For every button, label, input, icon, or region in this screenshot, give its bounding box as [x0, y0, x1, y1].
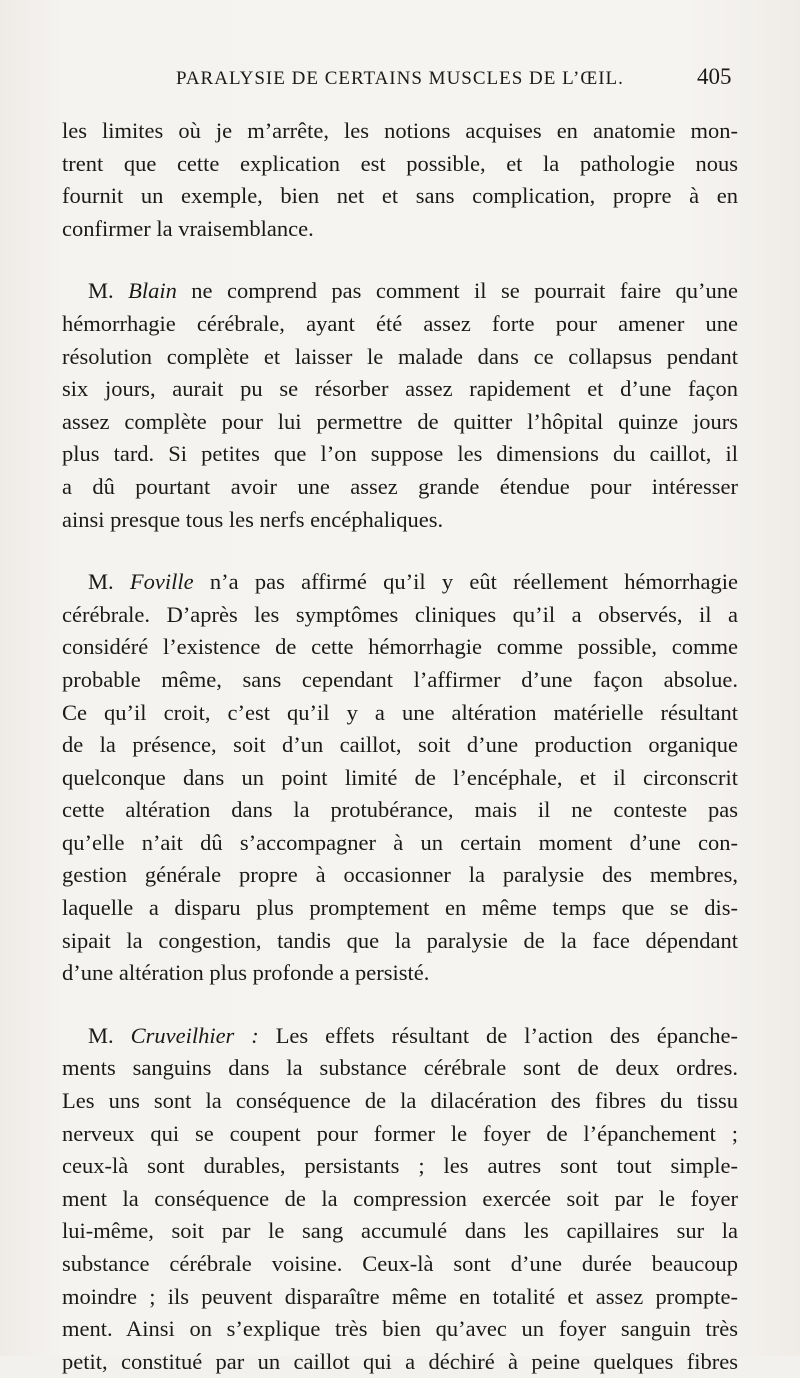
text-line: gestion générale propre à occasionner la paralysie des membres,: [62, 862, 738, 888]
paragraph-blain: [62, 275, 738, 536]
body-text: [62, 115, 738, 1378]
speaker-prefix: M.: [88, 569, 130, 595]
text-line: lui-même, soit par le sang accumulé dans les capillaires sur la: [62, 1218, 738, 1244]
text-line: Les uns sont la conséquence de la dilacération des fibres du tissu: [62, 1088, 738, 1114]
text-line: ceux-là sont durables, persistants ; les autres sont tout simple-: [62, 1153, 738, 1179]
paragraph-continuation: [62, 115, 738, 245]
text-line: Ce qu’il croit, c’est qu’il y a une altération matérielle résultant: [62, 699, 738, 725]
text-line: petit, constitué par un caillot qui a déchiré à peine quelques fibres: [62, 1348, 738, 1374]
first-line-text: ne comprend pas comment il se pourrait faire qu’une: [176, 278, 738, 304]
text-line: d’une altération plus profonde a persisté.: [62, 960, 430, 986]
text-line: de la présence, soit d’un caillot, soit d’une production organique: [62, 732, 738, 758]
text-line: cérébrale. D’après les symptômes cliniques qu’il a observés, il a: [62, 601, 738, 627]
text-line: trent que cette explication est possible, et la pathologie nous: [62, 150, 738, 176]
first-line-text: Les effets résultant de l’action des épanche-: [258, 1022, 738, 1048]
speaker-prefix: M.: [88, 278, 129, 304]
text-line: considéré l’existence de cette hémorrhagie comme possible, comme: [62, 634, 738, 660]
text-line: ment la conséquence de la compression exercée soit par le foyer: [62, 1185, 738, 1211]
running-title: PARALYSIE DE CERTAINS MUSCLES DE L’ŒIL.: [176, 68, 624, 89]
text-line: ment. Ainsi on s’explique très bien qu’avec un foyer sanguin très: [62, 1316, 738, 1342]
text-line: résolution complète et laisser le malade dans ce collapsus pendant: [62, 343, 738, 369]
text-line: [62, 275, 738, 308]
page-number: 405: [697, 64, 732, 89]
speaker-name: Foville: [129, 569, 194, 595]
text-line: sipait la congestion, tandis que la paralysie de la face dépendant: [62, 927, 738, 953]
text-line: les limites où je m’arrête, les notions acquises en anatomie mon-: [62, 118, 738, 143]
text-line: a dû pourtant avoir une assez grande étendue pour intéresser: [62, 473, 738, 499]
paragraph-gap: [62, 990, 738, 1020]
text-line: nerveux qui se coupent pour former le foyer de l’épanchement ;: [62, 1120, 738, 1146]
speaker-prefix: M.: [88, 1022, 131, 1048]
speaker-name: Cruveilhier :: [130, 1022, 259, 1048]
text-line: probable même, sans cependant l’affirmer d’une façon absolue.: [62, 666, 738, 692]
paragraph-cruveilhier: [62, 1020, 738, 1378]
text-line: plus tard. Si petites que l’on suppose les dimensions du caillot, il: [62, 441, 738, 467]
first-line-text: n’a pas affirmé qu’il y eût réellement hémorrhagie: [193, 569, 738, 595]
text-line: [62, 566, 738, 599]
text-line: hémorrhagie cérébrale, ayant été assez forte pour amener une: [62, 310, 738, 336]
text-line: cette altération dans la protubérance, mais il ne conteste pas: [62, 797, 738, 823]
text-line: substance cérébrale voisine. Ceux-là sont d’une durée beaucoup: [62, 1251, 738, 1276]
text-line: confirmer la vraisemblance.: [62, 215, 314, 241]
paragraph-gap: [62, 245, 738, 275]
text-line: qu’elle n’ait dû s’accompagner à un certain moment d’une con-: [62, 829, 738, 855]
text-line: ainsi presque tous les nerfs encéphaliques.: [62, 506, 444, 532]
text-line: six jours, aurait pu se résorber assez rapidement et d’une façon: [62, 376, 738, 402]
paragraph-gap: [62, 536, 738, 566]
text-line: quelconque dans un point limité de l’encéphale, et il circonscrit: [62, 764, 738, 790]
speaker-name: Blain: [128, 278, 177, 304]
text-line: fournit un exemple, bien net et sans complication, propre à en: [62, 183, 738, 209]
text-line: moindre ; ils peuvent disparaître même en totalité et assez prompte-: [62, 1283, 738, 1309]
text-line: [62, 1020, 738, 1053]
text-line: assez complète pour lui permettre de quitter l’hôpital quinze jours: [62, 408, 738, 434]
paragraph-foville: [62, 566, 738, 990]
text-line: laquelle a disparu plus promptement en même temps que se dis-: [62, 895, 738, 921]
text-line: ments sanguins dans la substance cérébrale sont de deux ordres.: [62, 1055, 738, 1081]
